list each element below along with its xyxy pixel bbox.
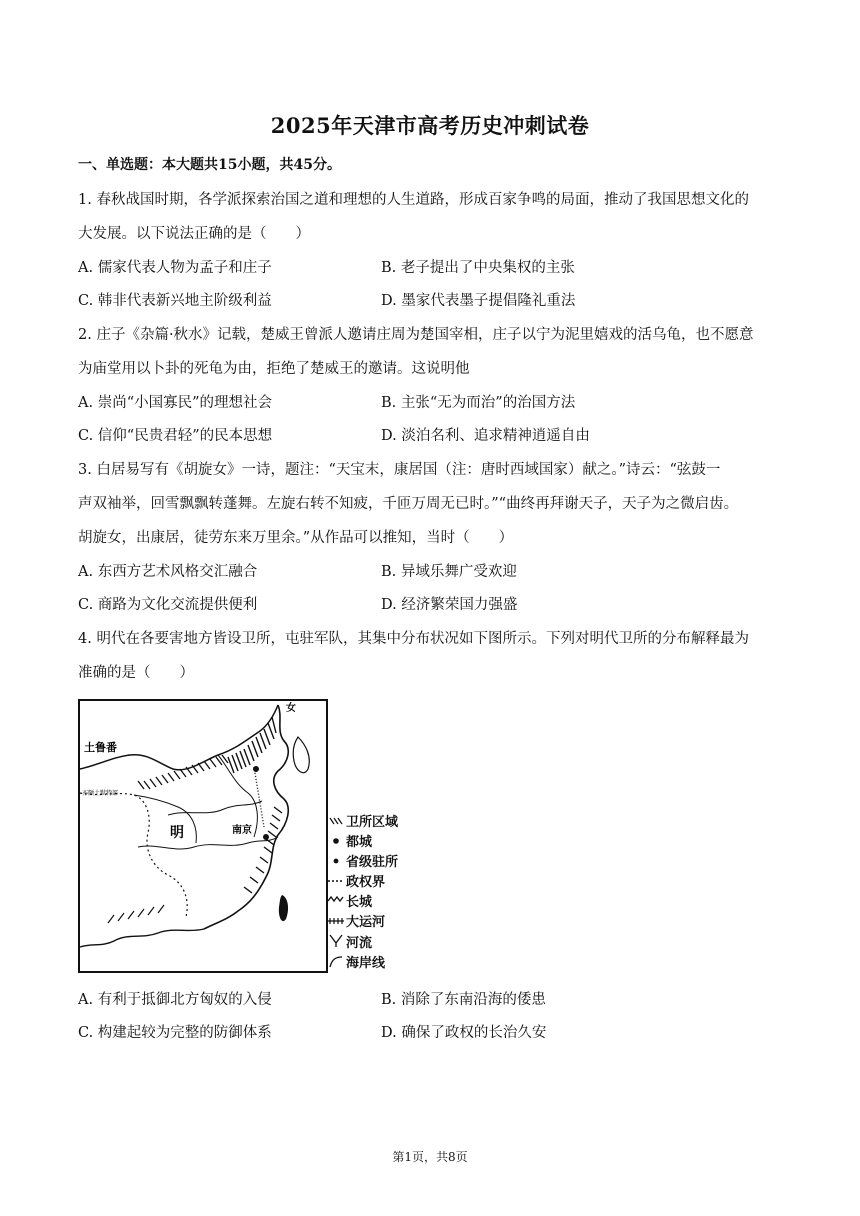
question-4-line-1: 4. 明代在各要害地方皆设卫所，屯驻军队，其集中分布状况如下图所示。下列对明代卫所的分布解释最为 xyxy=(78,631,749,647)
label-nanjing: 南京 xyxy=(232,825,252,836)
legend-wall: 长城 xyxy=(346,895,373,910)
legend-symbol-garrison xyxy=(330,818,342,824)
legend-symbol-coast xyxy=(330,957,342,967)
taiwan-island xyxy=(279,895,288,921)
q4-option-a: A. 有利于抵御北方匈奴的入侵 xyxy=(78,992,272,1008)
southern-border xyxy=(80,929,204,947)
label-west: 亦颇土默特部 xyxy=(82,790,119,797)
legend-symbol-capital xyxy=(333,838,339,844)
q3-option-d: D. 经济繁荣国力强盛 xyxy=(381,597,518,613)
q3-option-c: C. 商路为文化交流提供便利 xyxy=(78,597,258,613)
q2-option-a: A. 崇尚“小国寡民”的理想社会 xyxy=(78,395,273,411)
legend-symbol-wall xyxy=(328,897,343,901)
q2-option-d: D. 淡泊名利、追求精神逍遥自由 xyxy=(381,428,590,444)
yellow-river xyxy=(168,801,262,815)
q2-option-b: B. 主张“无为而治”的治国方法 xyxy=(381,395,576,411)
capital-dot xyxy=(253,766,259,772)
question-4-line-2: 准确的是（ ） xyxy=(78,665,194,681)
legend-garrison: 卫所区域 xyxy=(346,815,399,830)
label-tulufan: 土鲁番 xyxy=(84,741,117,754)
legend-symbol-canal xyxy=(328,918,344,924)
ming-garrison-map xyxy=(78,697,418,975)
map-legend xyxy=(328,814,399,971)
q4-option-b: B. 消除了东南沿海的倭患 xyxy=(381,992,546,1008)
legend-river: 河流 xyxy=(346,936,373,951)
legend-symbol-river xyxy=(330,935,342,947)
label-ming: 明 xyxy=(170,825,184,841)
legend-canal: 大运河 xyxy=(346,915,386,930)
nanjing-dot xyxy=(263,834,269,840)
label-nv: 女 xyxy=(286,703,296,714)
question-2-line-2: 为庙堂用以卜卦的死龟为由，拒绝了楚威王的邀请。这说明他 xyxy=(78,361,470,377)
q1-option-b: B. 老子提出了中央集权的主张 xyxy=(381,260,575,276)
legend-symbol-province xyxy=(334,859,339,864)
question-1-line-2: 大发展。以下说法正确的是（ ） xyxy=(78,226,310,242)
q4-option-c: C. 构建起较为完整的防御体系 xyxy=(78,1025,272,1041)
legend-capital: 都城 xyxy=(346,835,373,850)
garrison-area-coast xyxy=(244,807,282,893)
page-title: 2025年天津市高考历史冲刺试卷 xyxy=(270,113,590,138)
regime-boundary xyxy=(80,793,187,917)
q3-option-a: A. 东西方艺术风格交汇融合 xyxy=(78,564,258,580)
question-3-line-3: 胡旋女，出康居，徒劳东来万里余。”从作品可以推知，当时（ ） xyxy=(78,530,514,546)
section-heading: 一、单选题：本大题共15小题，共45分。 xyxy=(78,157,341,173)
grand-canal xyxy=(254,767,264,827)
great-wall xyxy=(138,755,228,789)
q4-option-d: D. 确保了政权的长治久安 xyxy=(381,1025,547,1041)
question-3-line-1: 3. 白居易写有《胡旋女》一诗，题注：“天宝末，康居国（注：唐时西域国家）献之。”诗云：“弦鼓一 xyxy=(78,462,721,478)
korea-peninsula xyxy=(293,737,309,773)
legend-province: 省级驻所 xyxy=(346,855,399,870)
garrison-area-southwest xyxy=(108,905,164,923)
yangtze-river xyxy=(138,837,278,849)
q2-option-c: C. 信仰“民贵君轻”的民本思想 xyxy=(78,428,273,444)
garrison-area-north xyxy=(228,717,276,773)
q1-option-d: D. 墨家代表墨子提倡隆礼重法 xyxy=(381,293,576,309)
q1-option-c: C. 韩非代表新兴地主阶级利益 xyxy=(78,293,272,309)
page-footer: 第1页，共8页 xyxy=(392,1150,468,1164)
q3-option-b: B. 异域乐舞广受欢迎 xyxy=(381,564,517,580)
legend-coast: 海岸线 xyxy=(346,956,386,971)
legend-boundary: 政权界 xyxy=(346,875,386,890)
question-2-line-1: 2. 庄子《杂篇·秋水》记载，楚威王曾派人邀请庄周为楚国宰相，庄子以宁为泥里嬉戏的活乌龟，也不愿意 xyxy=(78,327,754,343)
question-3-line-2: 声双袖举，回雪飘飘转蓬舞。左旋右转不知疲，千匝万周无已时。”“曲终再拜谢天子，天子为之微启齿。 xyxy=(78,496,739,512)
q1-option-a: A. 儒家代表人物为孟子和庄子 xyxy=(78,260,272,276)
question-1-line-1: 1. 春秋战国时期，各学派探索治国之道和理想的人生道路，形成百家争鸣的局面，推动了我国思想文化的 xyxy=(78,192,749,208)
